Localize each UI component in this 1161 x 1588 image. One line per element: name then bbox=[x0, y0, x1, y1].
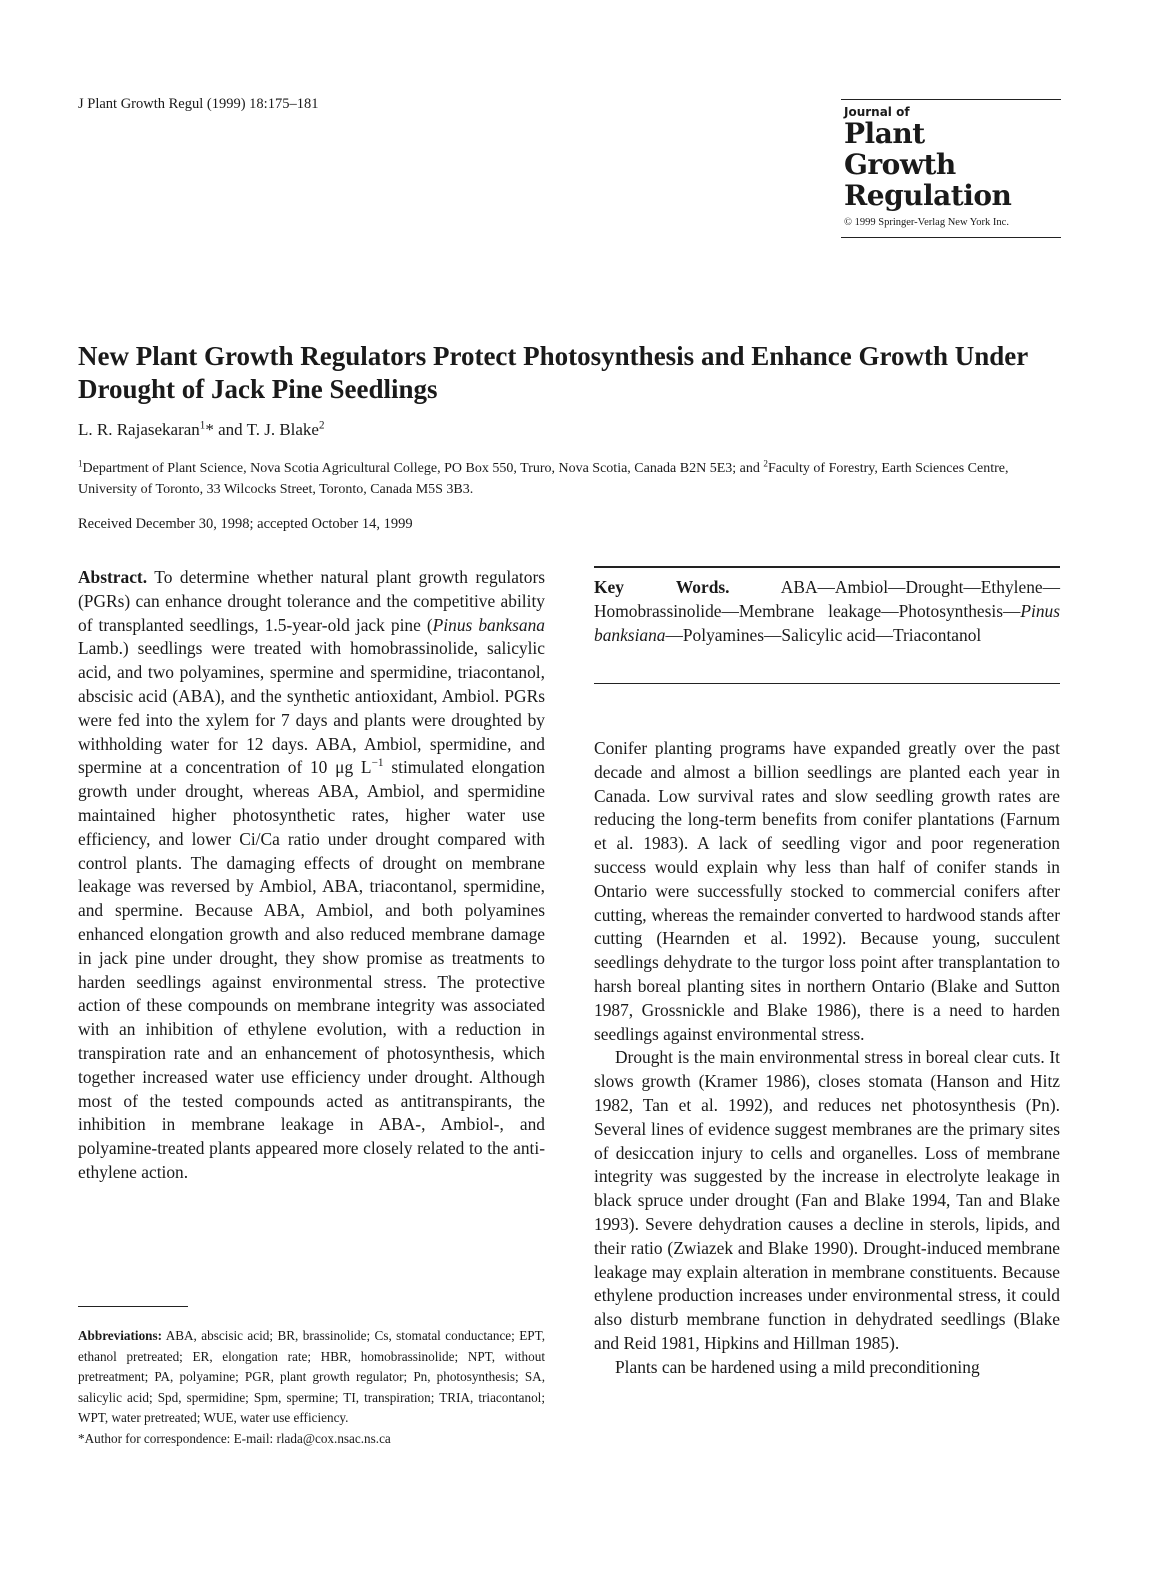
affil-1: Department of Plant Science, Nova Scotia Agricultural College, PO Box 550, Truro, Nova Scotia, Canada B2N 5E3; and bbox=[82, 461, 764, 476]
abbreviations-text: ABA, abscisic acid; BR, brassinolide; Cs, stomatal conductance; EPT, ethanol pretreated; ER, elongation rate; HBR, homobrassinolide; NPT, without pretreatment; PA, polyamine; PGR, plant growth regulator; Pn, photosynthesis; SA, salicylic acid; Spd, spermidine; Spm, spermine; TI, transpiration; TRIA, triacontanol; WPT, water pretreated; WUE, water use efficiency. bbox=[78, 1328, 545, 1425]
journal-citation: J Plant Growth Regul (1999) 18:175–181 bbox=[78, 96, 319, 112]
journal-logo bbox=[841, 99, 1061, 238]
author-line bbox=[78, 420, 325, 440]
author-joiner: and bbox=[213, 420, 247, 439]
keywords-text-1: ABA—Ambiol—Drought—Ethylene—Homobrassinolide—Membrane leakage—Photosynthesis— bbox=[594, 577, 1060, 621]
author-2: T. J. Blake bbox=[246, 420, 319, 439]
abstract-text-2: Lamb.) seedlings were treated with homobrassinolide, salicylic acid, and two polyamines, spermine and spermidine, triacontanol, abscisic acid (ABA), and the synthetic antioxidant, Ambiol. PGRs were fed into the xylem for 7 days and plants were droughted by withholding water for 12 days. ABA, Ambiol, spermidine, and spermine at a concentration of 10 μg L bbox=[78, 638, 545, 778]
article-title: New Plant Growth Regulators Protect Photosynthesis and Enhance Growth Under Drought of Jack Pine Seedlings bbox=[78, 341, 1028, 404]
correspondence-mark: * bbox=[205, 420, 214, 439]
received-dates: Received December 30, 1998; accepted October 14, 1999 bbox=[78, 516, 413, 532]
body-paragraph-2: Drought is the main environmental stress in boreal clear cuts. It slows growth (Kramer 1986), closes stomata (Hanson and Hitz 1982, Tan et al. 1992), and reduces net photosynthesis (Pn). Several lines of evidence suggest membranes are the primary sites of desiccation injury to cells and organelles. Loss of membrane integrity was suggested by the increase in electrolyte leakage in black spruce under drought (Fan and Blake 1994, Tan and Blake 1993). Severe dehydration causes a decline in sterols, lipids, and their ratio (Zwiazek and Blake 1990). Drought-induced membrane leakage may explain alteration in membrane constituents. Because ethylene production increases under environmental stress, it could also disturb membrane function in dehydrated seedlings (Blake and Reid 1981, Hipkins and Hillman 1985). bbox=[594, 1047, 1060, 1353]
affiliations bbox=[78, 458, 1068, 500]
abstract-label: Abstract. bbox=[78, 567, 148, 587]
affil-2-sup: 2 bbox=[763, 458, 768, 469]
body-paragraph-1: Conifer planting programs have expanded greatly over the past decade and almost a billion seedlings are planted each year in Canada. Low survival rates and slow seedling growth rates are reducing the long-term benefits from conifer plantations (Farnum et al. 1983). A lack of seedling vigor and poor regeneration success would explain why less than half of conifer stands in Ontario were successfully stocked to commercial conifers after cutting, whereas the remainder converted to hardwood stands after cutting (Hearnden et al. 1992). Because young, succulent seedlings dehydrate to the turgor loss point after transplantation to harsh boreal planting sites in northern Ontario (Blake and Sutton 1987, Grossnickle and Blake 1986), there is a need to harden seedlings against environmental stress. bbox=[594, 738, 1060, 1044]
logo-journal-of: Journal of bbox=[844, 105, 910, 119]
affil-1-sup: 1 bbox=[78, 458, 83, 469]
body-column bbox=[594, 737, 1060, 1380]
keywords-text-2: —Polyamines—Salicylic acid—Triacontanol bbox=[665, 624, 982, 645]
abstract-species: Pinus banksana bbox=[432, 614, 545, 635]
abstract-text-1: To determine whether natural plant growth regulators (PGRs) can enhance drought tolerance and the competitive ability of transplanted seedlings, 1.5-year-old jack pine ( bbox=[78, 567, 545, 635]
author-2-affil-sup: 2 bbox=[318, 419, 325, 432]
footnotes bbox=[78, 1326, 545, 1449]
correspondence-footnote: *Author for correspondence: E-mail: rlada@cox.nsac.ns.ca bbox=[78, 1430, 391, 1446]
abbreviations-footnote bbox=[78, 1326, 545, 1429]
author-1-affil-sup: 1 bbox=[199, 419, 206, 432]
keywords bbox=[594, 576, 1060, 647]
keywords-species: Pinus banksiana bbox=[594, 600, 1060, 645]
footnote-rule bbox=[78, 1306, 188, 1307]
author-1: L. R. Rajasekaran bbox=[78, 420, 200, 439]
keywords-box bbox=[594, 566, 1060, 684]
body-paragraph-3: Plants can be hardened using a mild preconditioning bbox=[615, 1356, 980, 1377]
abstract bbox=[78, 566, 545, 1185]
logo-name-line3: Regulation bbox=[844, 179, 1012, 212]
keywords-label: Key Words. bbox=[594, 577, 730, 597]
affil-2: Faculty of Forestry, Earth Sciences Centre, University of Toronto, 33 Wilcocks Street, Toronto, Canada M5S 3B3. bbox=[78, 461, 1009, 497]
abstract-unit-sup: −1 bbox=[371, 757, 384, 770]
logo-journal-name bbox=[844, 118, 1011, 211]
abstract-text-3: stimulated elongation growth under drought, whereas ABA, Ambiol, and spermidine maintained higher photosynthetic rates, higher water use efficiency, and lower Ci/Ca ratio under drought compared with control plants. The damaging effects of drought on membrane leakage was reversed by Ambiol, ABA, triacontanol, spermidine, and spermine. Because ABA, Ambiol, and both polyamines enhanced elongation growth and also reduced membrane damage in jack pine under drought, they show promise as treatments to harden seedlings against environmental stress. The protective action of these compounds on membrane integrity was associated with an inhibition of ethylene evolution, with a reduction in transpiration rate and an enhancement of photosynthesis, which together increased water use efficiency under drought. Although most of the tested compounds acted as antitranspirants, the inhibition in membrane leakage in ABA-, Ambiol-, and polyamine-treated plants appeared more closely related to the anti-ethylene action. bbox=[78, 757, 545, 1182]
logo-name-line2: Growth bbox=[844, 148, 956, 181]
logo-name-line1: Plant bbox=[844, 117, 925, 150]
logo-copyright: © 1999 Springer-Verlag New York Inc. bbox=[844, 217, 1009, 228]
abbreviations-label: Abbreviations: bbox=[78, 1328, 163, 1343]
